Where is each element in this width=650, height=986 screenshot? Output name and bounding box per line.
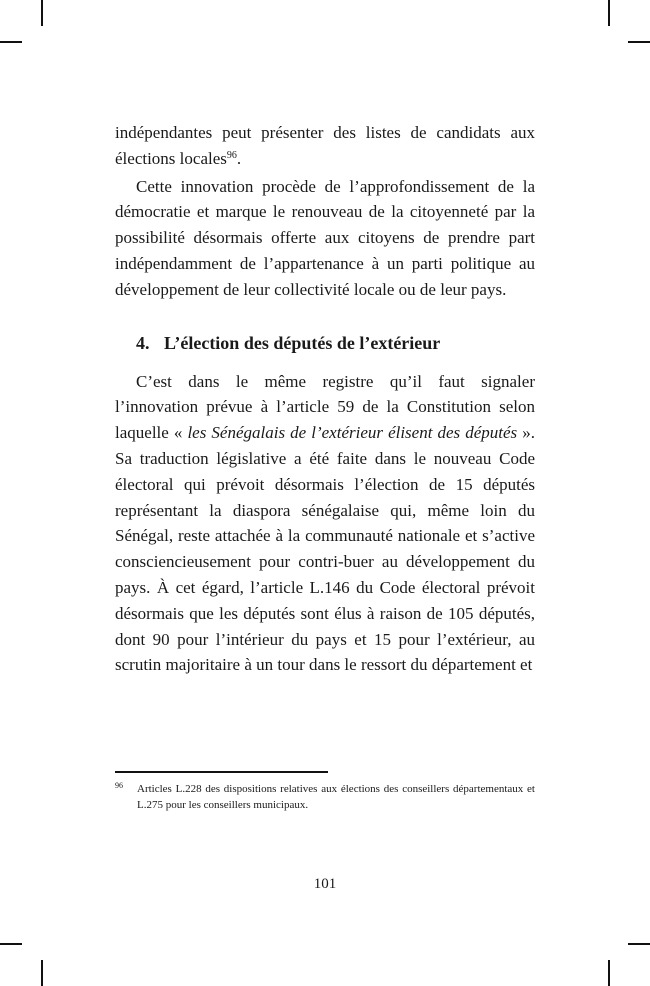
crop-mark	[608, 960, 610, 986]
paragraph: C’est dans le même registre qu’il faut signaler l’innovation prévue à l’article 59 de la Constitution selon laquelle « les Sénégalais de l’extérieur élisent des députés ». Sa traduction législative a été faite dans le nouveau Code électoral qui prévoit désormais l’élection de 15 députés représentant la diaspora sénégalaise qui, même loin du Sénégal, reste attachée à la communauté nationale et s’active consciencieusement pour contri-buer au développement du pays. À cet égard, l’article L.146 du Code électoral prévoit désormais que les députés sont élus à raison de 105 députés, dont 90 pour l’intérieur du pays et 15 pour l’extérieur, au scrutin majoritaire à un tour dans le ressort du département et	[115, 371, 536, 675]
crop-mark	[41, 0, 43, 26]
section-heading	[136, 331, 535, 355]
paragraph: Cette innovation procède de l’approfondissement de la démocratie et marque le renouveau de la citoyenneté par la possibilité désormais offerte aux citoyens de prendre part indépendamment de l’appartenance à un parti politique au développement de leur collectivité locale ou de leur pays.	[115, 176, 535, 299]
crop-mark	[608, 0, 610, 26]
paragraph: indépendantes peut présenter des listes de candidats aux élections locales$^{96}$.	[115, 123, 535, 168]
page-number: 101	[313, 876, 337, 892]
footnote	[115, 781, 535, 813]
section-title: L’élection des députés de l’extérieur	[164, 332, 441, 353]
section-number: 4.	[136, 332, 150, 353]
crop-mark	[41, 960, 43, 986]
quotation: les Sénégalais de l’extérieur élisent des députés	[187, 423, 518, 443]
crop-mark	[628, 41, 650, 43]
body-text	[115, 120, 535, 678]
footnote-text: Articles L.228 des dispositions relatives aux élections des conseillers départementaux et L.275 pour les conseillers municipaux.	[137, 783, 535, 811]
crop-mark	[628, 943, 650, 945]
crop-mark	[0, 943, 22, 945]
footnote-separator	[115, 771, 328, 773]
footnote-reference: 96	[226, 149, 237, 161]
footnote-number: 96	[115, 781, 123, 790]
crop-mark	[0, 41, 22, 43]
